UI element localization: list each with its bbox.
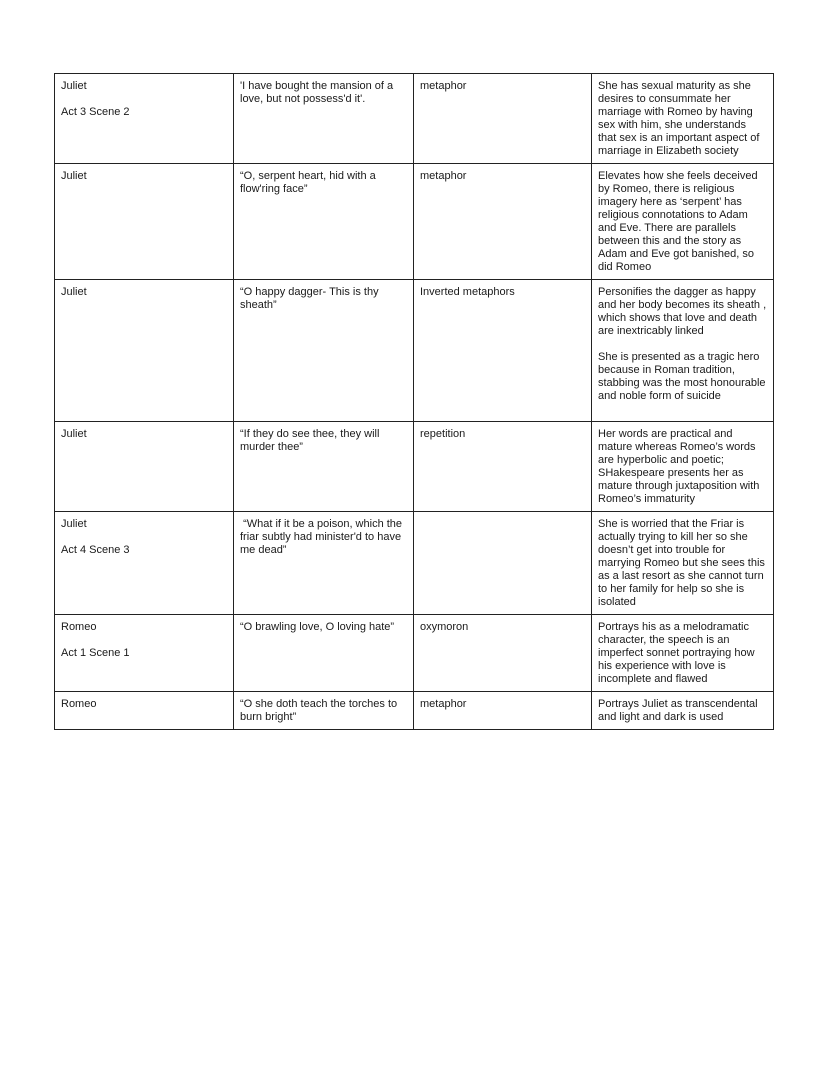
analysis-cell bbox=[592, 512, 774, 615]
table-row bbox=[55, 164, 774, 280]
table-row bbox=[55, 280, 774, 422]
table-row bbox=[55, 692, 774, 730]
quote-cell: 'I have bought the mansion of a love, but not possess'd it'. bbox=[234, 74, 414, 164]
scene-reference: Act 1 Scene 1 bbox=[61, 647, 130, 659]
character-cell bbox=[55, 74, 234, 164]
analysis-paragraph: Personifies the dagger as happy and her body becomes its sheath , which shows that love and death are inextricably linked bbox=[598, 286, 767, 337]
analysis-cell bbox=[592, 615, 774, 692]
analysis-paragraph: She is worried that the Friar is actually trying to kill her so she doesn’t get into trouble for marrying Romeo but she sees this as a last resort as she cannot turn to her family for help so she is isolated bbox=[598, 518, 765, 608]
table-row bbox=[55, 512, 774, 615]
character-name: Juliet bbox=[61, 80, 87, 92]
analysis-cell bbox=[592, 422, 774, 512]
quote-cell: “O, serpent heart, hid with a flow'ring face” bbox=[234, 164, 414, 280]
technique-cell bbox=[414, 512, 592, 615]
analysis-paragraph: Portrays his as a melodramatic character, the speech is an imperfect sonnet portraying how his experience with love is incomplete and flawed bbox=[598, 621, 755, 685]
character-name: Juliet bbox=[61, 170, 87, 182]
analysis-paragraph: Her words are practical and mature whereas Romeo’s words are hyperbolic and poetic; SHakespeare presents her as mature through juxtaposition with Romeo’s immaturity bbox=[598, 428, 760, 505]
quote-cell: “What if it be a poison, which the friar subtly had minister'd to have me dead” bbox=[234, 512, 414, 615]
quote-cell: “O brawling love, O loving hate” bbox=[234, 615, 414, 692]
table-row bbox=[55, 615, 774, 692]
quote-cell: “O she doth teach the torches to burn bright” bbox=[234, 692, 414, 730]
character-name: Romeo bbox=[61, 698, 97, 710]
character-cell bbox=[55, 280, 234, 422]
analysis-cell bbox=[592, 164, 774, 280]
analysis-cell bbox=[592, 74, 774, 164]
analysis-paragraph: Elevates how she feels deceived by Romeo, there is religious imagery here as ‘serpent’ has religious connotations to Adam and Eve. There are parallels between this and the story as Adam and Eve got banished, so did Romeo bbox=[598, 170, 758, 273]
analysis-paragraph: Portrays Juliet as transcendental and light and dark is used bbox=[598, 698, 758, 723]
character-name: Juliet bbox=[61, 428, 87, 440]
technique-cell: metaphor bbox=[414, 164, 592, 280]
table-row bbox=[55, 422, 774, 512]
quote-cell: “O happy dagger- This is thy sheath” bbox=[234, 280, 414, 422]
character-cell bbox=[55, 615, 234, 692]
analysis-paragraph: She has sexual maturity as she desires to consummate her marriage with Romeo by having sex with him, she understands that sex is an important aspect of marriage in Elizabeth society bbox=[598, 80, 760, 157]
quote-cell: “If they do see thee, they will murder thee” bbox=[234, 422, 414, 512]
character-name: Romeo bbox=[61, 621, 97, 633]
character-cell bbox=[55, 422, 234, 512]
analysis-cell bbox=[592, 692, 774, 730]
analysis-paragraph: She is presented as a tragic hero because in Roman tradition, stabbing was the most honourable and noble form of suicide bbox=[598, 351, 766, 402]
technique-cell: metaphor bbox=[414, 74, 592, 164]
character-name: Juliet bbox=[61, 286, 87, 298]
analysis-cell bbox=[592, 280, 774, 422]
scene-reference: Act 4 Scene 3 bbox=[61, 544, 130, 556]
technique-cell: repetition bbox=[414, 422, 592, 512]
technique-cell: Inverted metaphors bbox=[414, 280, 592, 422]
table-row bbox=[55, 74, 774, 164]
scene-reference: Act 3 Scene 2 bbox=[61, 106, 130, 118]
character-cell bbox=[55, 164, 234, 280]
character-cell bbox=[55, 692, 234, 730]
character-cell bbox=[55, 512, 234, 615]
character-name: Juliet bbox=[61, 518, 87, 530]
technique-cell: oxymoron bbox=[414, 615, 592, 692]
technique-cell: metaphor bbox=[414, 692, 592, 730]
quote-analysis-table bbox=[54, 73, 774, 730]
